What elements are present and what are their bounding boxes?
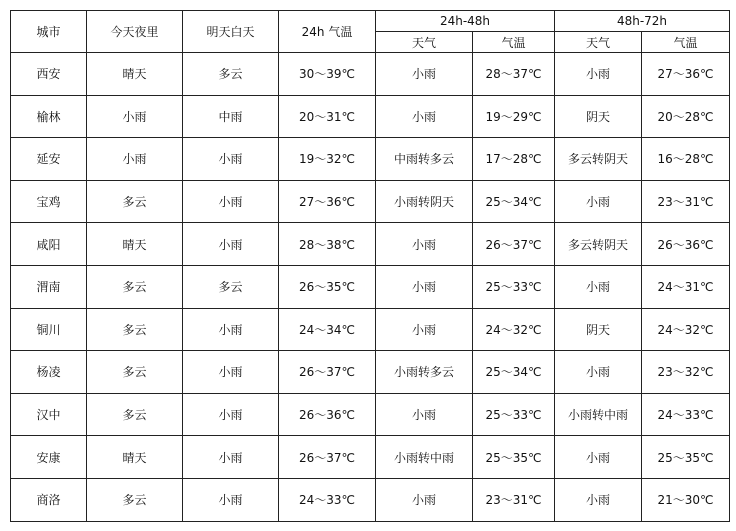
temp-72h-cell: 25～35℃ (642, 436, 730, 479)
weather-72h-cell: 小雨 (555, 351, 642, 394)
weather-48h-cell: 小雨 (376, 53, 473, 96)
weather-48h-cell: 小雨 (376, 223, 473, 266)
temp-24h-cell: 26～35℃ (279, 265, 376, 308)
subheader-temp-48h: 气温 (473, 32, 555, 53)
tomorrow-day-weather-cell: 中雨 (183, 95, 279, 138)
header-city: 城市 (11, 11, 87, 53)
temp-24h-cell: 26～37℃ (279, 351, 376, 394)
city-cell: 榆林 (11, 95, 87, 138)
weather-72h-cell: 多云转阴天 (555, 138, 642, 181)
temp-48h-cell: 19～29℃ (473, 95, 555, 138)
tomorrow-day-weather-cell: 小雨 (183, 393, 279, 436)
subheader-weather-72h: 天气 (555, 32, 642, 53)
weather-72h-cell: 阴天 (555, 308, 642, 351)
temp-48h-cell: 17～28℃ (473, 138, 555, 181)
subheader-temp-72h: 气温 (642, 32, 730, 53)
table-row (11, 351, 730, 394)
header-tomorrow-day: 明天白天 (183, 11, 279, 53)
table-row (11, 180, 730, 223)
weather-48h-cell: 小雨转中雨 (376, 436, 473, 479)
weather-72h-cell: 阴天 (555, 95, 642, 138)
temp-48h-cell: 24～32℃ (473, 308, 555, 351)
temp-24h-cell: 24～33℃ (279, 478, 376, 521)
weather-48h-cell: 小雨转阴天 (376, 180, 473, 223)
city-cell: 杨凌 (11, 351, 87, 394)
temp-72h-cell: 26～36℃ (642, 223, 730, 266)
city-cell: 咸阳 (11, 223, 87, 266)
temp-72h-cell: 21～30℃ (642, 478, 730, 521)
temp-72h-cell: 24～33℃ (642, 393, 730, 436)
weather-48h-cell: 小雨 (376, 265, 473, 308)
tonight-weather-cell: 晴天 (87, 436, 183, 479)
tomorrow-day-weather-cell: 小雨 (183, 308, 279, 351)
city-cell: 宝鸡 (11, 180, 87, 223)
table-row (11, 393, 730, 436)
tonight-weather-cell: 晴天 (87, 53, 183, 96)
temp-24h-cell: 26～36℃ (279, 393, 376, 436)
city-cell: 汉中 (11, 393, 87, 436)
tonight-weather-cell: 晴天 (87, 223, 183, 266)
temp-48h-cell: 25～33℃ (473, 393, 555, 436)
city-cell: 商洛 (11, 478, 87, 521)
tomorrow-day-weather-cell: 小雨 (183, 223, 279, 266)
temp-24h-cell: 19～32℃ (279, 138, 376, 181)
weather-48h-cell: 小雨 (376, 308, 473, 351)
header-tonight: 今天夜里 (87, 11, 183, 53)
weather-72h-cell: 多云转阴天 (555, 223, 642, 266)
header-range-72h: 48h-72h (555, 11, 730, 32)
temp-48h-cell: 28～37℃ (473, 53, 555, 96)
weather-forecast-table (10, 10, 730, 522)
table-row (11, 223, 730, 266)
city-cell: 延安 (11, 138, 87, 181)
tonight-weather-cell: 多云 (87, 393, 183, 436)
temp-24h-cell: 20～31℃ (279, 95, 376, 138)
weather-72h-cell: 小雨 (555, 53, 642, 96)
temp-24h-cell: 26～37℃ (279, 436, 376, 479)
weather-72h-cell: 小雨 (555, 265, 642, 308)
header-range-48h: 24h-48h (376, 11, 555, 32)
temp-48h-cell: 25～35℃ (473, 436, 555, 479)
temp-24h-cell: 24～34℃ (279, 308, 376, 351)
subheader-weather-48h: 天气 (376, 32, 473, 53)
table-row (11, 308, 730, 351)
temp-24h-cell: 28～38℃ (279, 223, 376, 266)
tonight-weather-cell: 小雨 (87, 138, 183, 181)
city-cell: 西安 (11, 53, 87, 96)
header-row (11, 11, 730, 32)
tonight-weather-cell: 多云 (87, 308, 183, 351)
tomorrow-day-weather-cell: 多云 (183, 265, 279, 308)
temp-48h-cell: 23～31℃ (473, 478, 555, 521)
weather-48h-cell: 中雨转多云 (376, 138, 473, 181)
temp-48h-cell: 25～34℃ (473, 351, 555, 394)
temp-72h-cell: 27～36℃ (642, 53, 730, 96)
weather-48h-cell: 小雨 (376, 95, 473, 138)
temp-24h-cell: 30～39℃ (279, 53, 376, 96)
tomorrow-day-weather-cell: 多云 (183, 53, 279, 96)
table-body (11, 53, 730, 522)
temp-72h-cell: 24～32℃ (642, 308, 730, 351)
temp-24h-cell: 27～36℃ (279, 180, 376, 223)
city-cell: 铜川 (11, 308, 87, 351)
weather-48h-cell: 小雨 (376, 393, 473, 436)
table-row (11, 478, 730, 521)
weather-72h-cell: 小雨 (555, 478, 642, 521)
weather-48h-cell: 小雨 (376, 478, 473, 521)
tomorrow-day-weather-cell: 小雨 (183, 138, 279, 181)
table-row (11, 138, 730, 181)
tonight-weather-cell: 多云 (87, 180, 183, 223)
weather-72h-cell: 小雨 (555, 436, 642, 479)
tonight-weather-cell: 多云 (87, 351, 183, 394)
tomorrow-day-weather-cell: 小雨 (183, 180, 279, 223)
tomorrow-day-weather-cell: 小雨 (183, 436, 279, 479)
weather-48h-cell: 小雨转多云 (376, 351, 473, 394)
table-row (11, 436, 730, 479)
weather-72h-cell: 小雨转中雨 (555, 393, 642, 436)
temp-72h-cell: 16～28℃ (642, 138, 730, 181)
temp-72h-cell: 24～31℃ (642, 265, 730, 308)
temp-72h-cell: 23～31℃ (642, 180, 730, 223)
weather-72h-cell: 小雨 (555, 180, 642, 223)
temp-48h-cell: 25～34℃ (473, 180, 555, 223)
temp-48h-cell: 25～33℃ (473, 265, 555, 308)
city-cell: 渭南 (11, 265, 87, 308)
tonight-weather-cell: 多云 (87, 265, 183, 308)
temp-72h-cell: 20～28℃ (642, 95, 730, 138)
table-row (11, 53, 730, 96)
tonight-weather-cell: 多云 (87, 478, 183, 521)
city-cell: 安康 (11, 436, 87, 479)
temp-48h-cell: 26～37℃ (473, 223, 555, 266)
temp-72h-cell: 23～32℃ (642, 351, 730, 394)
table-row (11, 265, 730, 308)
tonight-weather-cell: 小雨 (87, 95, 183, 138)
header-temp-24h: 24h 气温 (279, 11, 376, 53)
tomorrow-day-weather-cell: 小雨 (183, 478, 279, 521)
tomorrow-day-weather-cell: 小雨 (183, 351, 279, 394)
table-row (11, 95, 730, 138)
